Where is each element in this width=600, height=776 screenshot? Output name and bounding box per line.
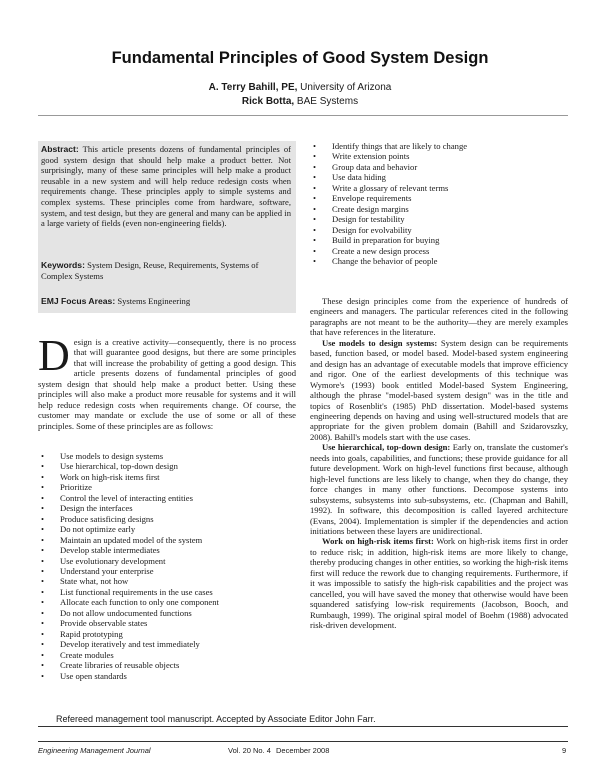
paragraph-high-risk: Work on high-risk items first: Work on high-risk items first in order to reduce risk; in addition, high-risk items are more likely to change, thereby producing changes in other entities, so working the high-risk items first will reduce the rework due to changing requirements. Furthermore, if it was impossible to satisfy the high-risk capabilities and the project was cancelled, you will have saved the money that otherwise would have been squandered satisfying low-risk requirements (Jacobson, Booch, and Rumbaugh, 1999). The original spiral model of Boehm (1988) advocated risk-driven development. — [310, 536, 569, 631]
principles-list-left — [38, 451, 296, 681]
list-item: • Create design margins — [310, 204, 568, 214]
emj-body: Systems Engineering — [115, 296, 191, 306]
abstract — [41, 144, 291, 229]
emj-focus-areas — [41, 296, 291, 306]
intro-text: esign is a creative activity—consequently, there is no process that will guarantee good designs, but there are some principles that will increase the probability of getting a good design. This article presents dozens of fundamental principles of good system design that should help make a product better. Using these principles will also make a product more reusable for systems and it will help reduce redesign costs when requirements change. Of course, the customer may mandate or exclude the use of some or all of these principles. Some of these principles are as follows: — [38, 337, 296, 431]
author-line-2 — [0, 96, 600, 107]
author-name: Rick Botta, — [241, 96, 295, 107]
list-item: • Rapid prototyping — [38, 629, 296, 639]
issue-date: December 2008 — [276, 746, 330, 755]
list-item: • Produce satisficing designs — [38, 514, 296, 524]
list-item: • Write a glossary of relevant terms — [310, 183, 568, 193]
list-item: • Use data hiding — [310, 172, 568, 182]
keywords — [41, 260, 291, 281]
page-footer-divider — [38, 741, 568, 742]
list-item: • Prioritize — [38, 482, 296, 492]
referee-note: Refereed management tool manuscript. Accepted by Associate Editor John Farr. — [56, 714, 376, 724]
paragraph-intro-sources: These design principles come from the experience of hundreds of engineers and managers. The particular references cited in the following paragraphs are not meant to be the authority—they are merely examples that have references in the literature. — [310, 296, 568, 338]
abstract-label: Abstract: — [41, 144, 79, 154]
list-item: • Create libraries of reusable objects — [38, 660, 296, 670]
list-item: • Use open standards — [38, 671, 296, 681]
intro-paragraph — [38, 331, 296, 431]
keywords-label: Keywords: — [41, 260, 85, 270]
principles-list-right — [310, 141, 568, 266]
paragraph-lead: Use models to design systems: — [322, 337, 438, 348]
list-item: • Maintain an updated model of the system — [38, 535, 296, 545]
paragraph-use-models: Use models to design systems: System design can be requirements based, function based, or model based. Model-based system engineering and design has an advantage of executable models that improve efficiency and rigor. One of the earliest developments of this technique was Wymore's (1993) book entitled Model-based System Engineering, although the phrase "model-based system design" was in the title and topics of Rosenblit's (1985) PhD dissertation. Model-based systems engineering depends on having and using well-structured models that are appropriate for the given problem domain (Bahill and Szidarovszky, 2008). Bahill's models start with the use cases. — [310, 337, 568, 442]
paragraph-lead: Work on high-risk items first: — [322, 536, 434, 547]
list-item: • Work on high-risk items first — [38, 472, 296, 482]
page-number: 9 — [562, 746, 567, 755]
list-item: • List functional requirements in the use cases — [38, 587, 296, 597]
list-item: • Write extension points — [310, 151, 568, 161]
list-item: • Develop iteratively and test immediately — [38, 639, 296, 649]
list-item: • Build in preparation for buying — [310, 235, 568, 245]
drop-cap: D — [38, 331, 70, 380]
author-affiliation: BAE Systems — [294, 96, 359, 107]
title-divider — [38, 115, 568, 116]
keywords-body: System Design, Reuse, Requirements, Systems of Complex Systems — [41, 260, 259, 281]
paragraph-lead: Use hierarchical, top-down design: — [322, 442, 451, 453]
list-item: • Design for evolvability — [310, 225, 568, 235]
paragraph-top-down: Use hierarchical, top-down design: Early on, translate the customer's needs into goals, capabilities, and functions; these provide guidance for all future development. Work on high-level functions first because, although high-level functions are less likely to change, when they do change, they force changes in many other functions. Decompose systems into subsystems, subsystems into sub-subsystems, etc. (Chapman and Bahill, 1992). In software, this decomposition is called layered architecture (Evans, 2004). Implementation is simpler if the dependencies and action initiations between these layers are unidirectional. — [310, 442, 568, 536]
author-name: A. Terry Bahill, PE, — [208, 82, 298, 93]
list-item: • Provide observable states — [38, 618, 296, 628]
list-item: • Do not optimize early — [38, 524, 296, 534]
list-item: • Use hierarchical, top-down design — [38, 461, 296, 471]
list-item: • Group data and behavior — [310, 162, 568, 172]
list-item: • Create a new design process — [310, 246, 568, 256]
list-item: • Change the behavior of people — [310, 256, 568, 266]
list-item: • Develop stable intermediates — [38, 545, 296, 555]
list-item: • State what, not how — [38, 576, 296, 586]
list-item: • Use models to design systems — [38, 451, 296, 461]
list-item: • Do not allow undocumented functions — [38, 608, 296, 618]
journal-name: Engineering Management Journal — [38, 746, 151, 755]
author-affiliation: University of Arizona — [297, 82, 392, 93]
list-item: • Identify things that are likely to change — [310, 141, 568, 151]
list-item: • Create modules — [38, 650, 296, 660]
list-item: • Understand your enterprise — [38, 566, 296, 576]
list-item: • Design the interfaces — [38, 503, 296, 513]
list-item: • Allocate each function to only one component — [38, 597, 296, 607]
right-column-body — [310, 296, 568, 631]
volume-info: Vol. 20 No. 4 — [228, 746, 271, 755]
article-title: Fundamental Principles of Good System Design — [111, 49, 489, 67]
emj-label: EMJ Focus Areas: — [41, 296, 116, 306]
list-item: • Use evolutionary development — [38, 556, 296, 566]
footer-divider — [38, 726, 568, 727]
list-item: • Envelope requirements — [310, 193, 568, 203]
list-item: • Control the level of interacting entities — [38, 493, 296, 503]
abstract-body: This article presents dozens of fundamental principles of good system design that should help make a product better. Not surprisingly, many of these same principles will help make a product reusable in a new system and will help reduce redesign costs when requirements change. These principles apply to simple systems and complex systems. These principles come from hardware, software, system, and test design, but they are general and many can be applied in a large variety of fields (even non-engineering fields). — [41, 144, 291, 229]
list-item: • Design for testability — [310, 214, 568, 224]
author-line-1 — [0, 82, 600, 93]
